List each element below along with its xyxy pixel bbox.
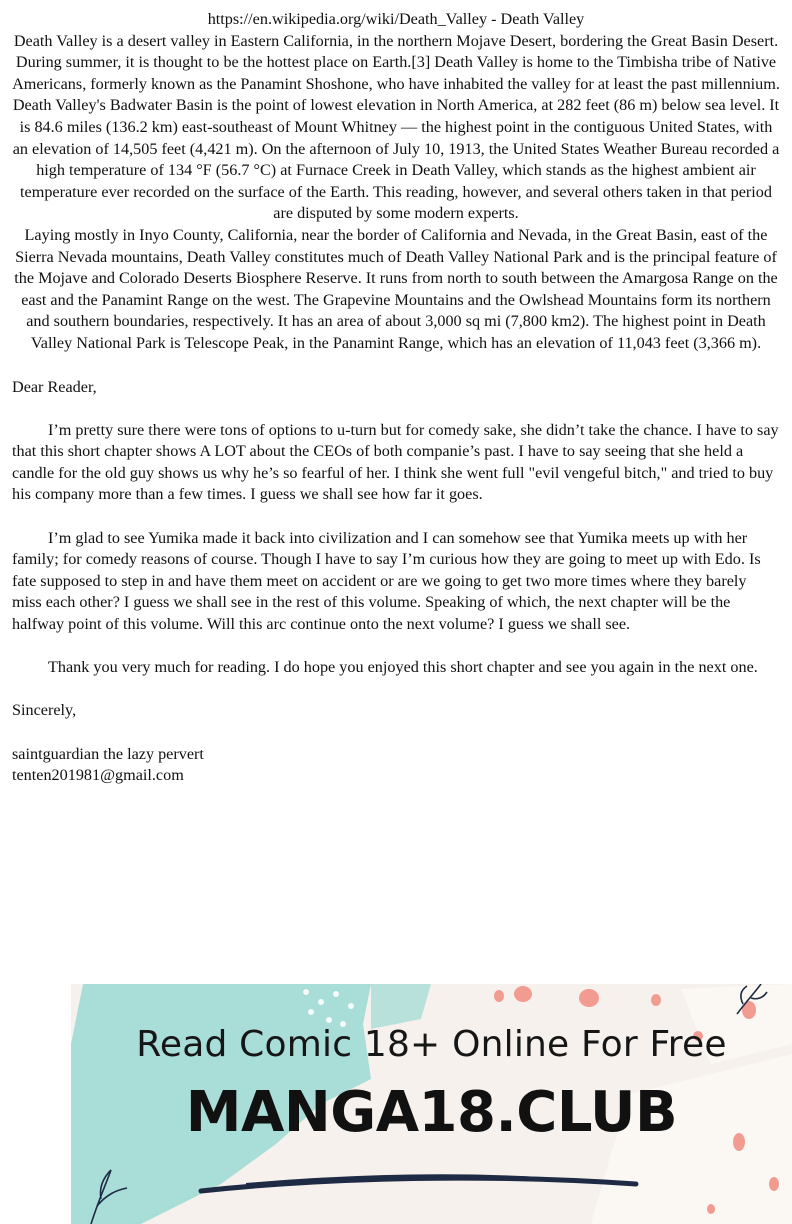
translator-letter — [12, 377, 780, 787]
letter-paragraph: Thank you very much for reading. I do hope you enjoyed this short chapter and see you again in the next one. — [48, 658, 758, 677]
site-name-link[interactable]: MANGA18.CLUB — [185, 1080, 678, 1145]
promo-banner[interactable] — [71, 984, 792, 1224]
letter-paragraph: I’m pretty sure there were tons of options to u-turn but for comedy sake, she didn’t take the chance. I have to say that this short chapter shows A LOT about the CEOs of both companie’s past. I have to say seeing that she held a candle for the old guy shows us why he’s so fearful of her. I think she went full "evil vengeful bitch," and tried to buy his company more than a few times. I guess we shall see how far it goes. — [12, 420, 779, 504]
banner-tagline: Read Comic 18+ Online For Free — [136, 1024, 727, 1065]
letter-signature: saintguardian the lazy pervert — [12, 744, 204, 763]
wiki-paragraph: Death Valley is a desert valley in Eastern California, in the northern Mojave Desert, bordering the Great Basin Desert. During summer, it is thought to be the hottest place on Earth.[3] Death Valley is home to the Timbisha tribe of Native Americans, formerly known as the Panamint Shoshone, who have inhabited the valley for at least the past millennium. — [12, 31, 780, 93]
wiki-paragraph: Laying mostly in Inyo County, California, near the border of California and Nevada, in the Great Basin, east of the Sierra Nevada mountains, Death Valley constitutes much of Death Valley National Park and is the principal feature of the Mojave and Colorado Deserts Biosphere Reserve. It runs from north to south between the Amargosa Range on the east and the Panamint Range on the west. The Grapevine Mountains and the Owlshead Mountains form its northern and southern boundaries, respectively. It has an area of about 3,000 sq mi (7,800 km2). The highest point in Death Valley National Park is Telescope Peak, in the Panamint Range, which has an elevation of 11,043 feet (3,366 m). — [14, 225, 778, 352]
letter-paragraph: I’m glad to see Yumika made it back into civilization and I can somehow see that Yumika meets up with her family; for comedy reasons of course. Though I have to say I’m curious how they are going to meet up with Edo. Is fate supposed to step in and have them meet on accident or are we going to get two more times where they barely miss each other? I guess we shall see in the rest of this volume. Speaking of which, the next chapter will be the halfway point of this volume. Will this arc continue onto the next volume? I guess we shall see. — [12, 528, 761, 634]
letter-closing: Sincerely, — [12, 701, 77, 720]
letter-greeting: Dear Reader, — [12, 377, 97, 396]
wiki-excerpt — [12, 9, 780, 355]
wiki-paragraph: Death Valley's Badwater Basin is the point of lowest elevation in North America, at 282 feet (86 m) below sea level. It is 84.6 miles (136.2 km) east-southeast of Mount Whitney — the highest point in the contiguous United States, with an elevation of 14,505 feet (4,421 m). On the afternoon of July 10, 1913, the United States Weather Bureau recorded a high temperature of 134 °F (56.7 °C) at Furnace Creek in Death Valley, which stands as the highest ambient air temperature ever recorded on the surface of the Earth. This reading, however, and several others taken in that period are disputed by some modern experts. — [12, 96, 780, 223]
letter-email: tenten201981@gmail.com — [12, 766, 184, 785]
wiki-source-line: https://en.wikipedia.org/wiki/Death_Valley - Death Valley — [207, 10, 585, 28]
document-page — [12, 9, 780, 787]
